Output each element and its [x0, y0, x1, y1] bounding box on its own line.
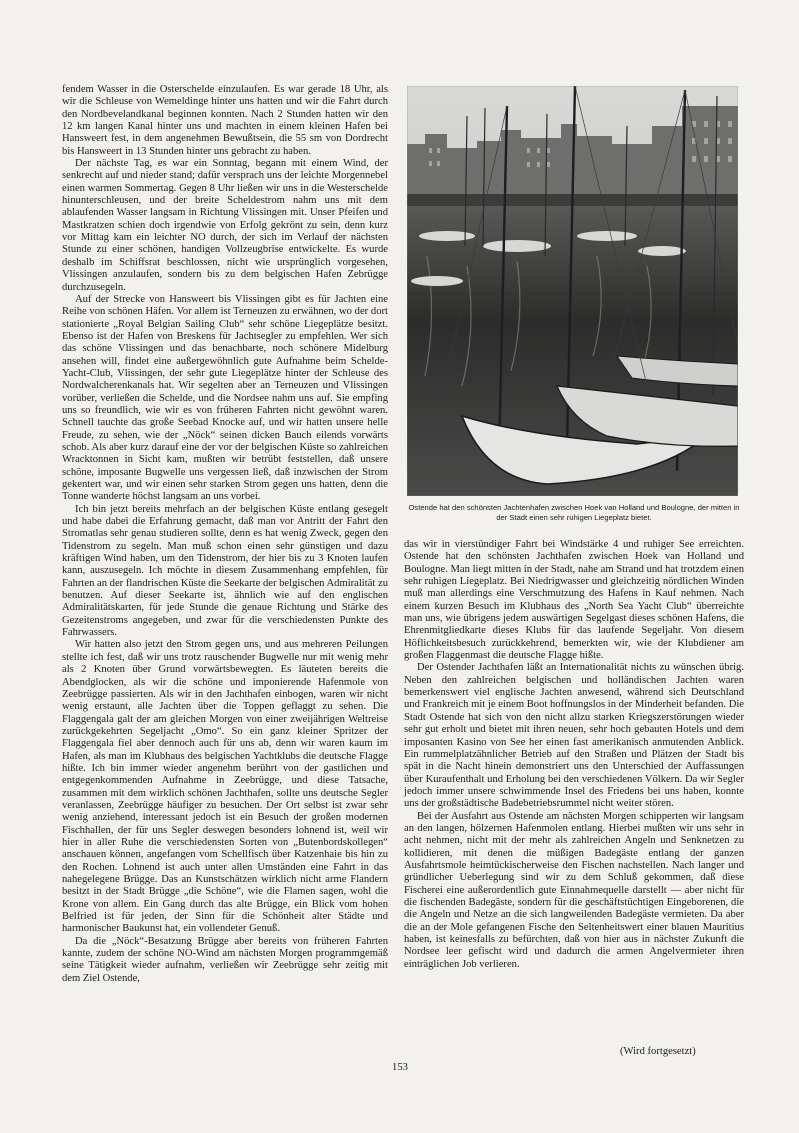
paragraph: Da die „Nöck“-Besatzung Brügge aber bereits von früheren Fahrten kannte, zudem der schöne NO-Wind am nächsten Morgen programmgemäß seine Tätigkeit wieder aufnahm, verließen wir Zeebrügge sehr zeitig mit dem Ziel Ostende, — [62, 935, 388, 984]
paragraph: Auf der Strecke von Hansweert bis Vlissingen gibt es für Jachten eine Reihe von schönen Häfen. Vor allem ist Terneuzen zu erwähnen, wo der dort stationierte „Royal Belgian Sailing Club“ sehr schöne Liegeplätze besitzt. Ebenso ist der Hafen von Breskens für Jachtsegler zu empfehlen. Wer sich das schöne Vlissingen und das benachbarte, noch schönere Midelburg ansehen will, findet eine außergewöhnlich gute Aufnahme beim Schelde-Yacht-Club, Vlissingen, der sehr gute Liegeplätze hinter der Schleuse des Nordwalcherenkanals hat. Wir segelten aber an Terneuzen und Vlissingen vorüber, verließen die Schelde, und die Nordsee nahm uns auf. Sie empfing uns so freundlich, wie wir es von früheren Fahrten nicht gewöhnt waren. Schnell tauchte das große Seebad Knocke auf, und wir hatten unsere helle Freude, zu sehen, wie der „Nöck“ seinen dicken Bauch eilends vorwärts schob. Als aber kurz darauf eine der vor der belgischen Küste so zahlreichen Wracktonnen in Sicht kam, mußten wir betrübt feststellen, daß unsere schöne, imposante Bugwelle uns vergessen ließ, daß inzwischen der Strom gekentert war, und wir einen sehr starken Strom gegen uns hatten, denn die Tonne wanderte höchst langsam an uns vorbei. — [62, 293, 388, 503]
page-number: 153 — [392, 1062, 408, 1073]
paragraph: das wir in vierstündiger Fahrt bei Windstärke 4 und ruhiger See erreichten. Ostende hat den schönsten Jachthafen zwischen Hoek van Holland und Boulogne. Man liegt mitten in der Stadt, nahe am Strand und hat trotzdem einen sehr ruhigen Liegeplatz. Bei Niedrigwasser und gleichzeitig nördlichen Winden muß man allerdings eine Verschmutzung des Hafens in Kauf nehmen. Nach einem kurzen Besuch im Klubhaus des „North Sea Yacht Club“ überreichte man uns, wie übrigens jedem auswärtigen Segelgast dieses schönen Hafens, die Ehrenmitgliedkarte dieses Klubs für das laufende Segeljahr. Von diesem Höflichkeitsbesuch zurückkehrend, bemerkten wir, wie der Klubdiener am großen Flaggenmast die deutsche Flagge hißte. — [404, 539, 744, 662]
left-text-column — [62, 84, 388, 985]
paragraph: Wir hatten also jetzt den Strom gegen uns, und aus mehreren Peilungen stellte ich fest, daß wir uns trotz rauschender Bugwelle nur mit wenig mehr als 2 Knoten über Grund vorwärtsbewegten. Es läuteten bereits die Abendglocken, als wir die schöne und imponierende Hafenmole von Zeebrügge passierten. Als wir in den Jachthafen einbogen, waren wir nicht wenig erstaunt, alle Jachten über die Toppen geflaggt zu sehen. Die Flaggengala galt der am gleichen Morgen von einer zweijährigen Weltreise zurückgekehrten Segeljacht „Omo“. So ein ganz kleiner Spritzer der Flaggengala fiel aber dennoch auch für uns ab, denn wir waren kaum im Hafen, als man im Klubhaus des belgischen Yachtklubs die deutsche Flagge hißte. Ich bin immer wieder angenehm berührt von der gastlichen und entgegenkommenden Aufnahme in Zeebrügge, und diese Tatsache, zusammen mit dem wirklich schönen Jachthafen, sollte uns deutsche Segler veranlassen, Zeebrügge häufiger zu besuchen. Der Ort selbst ist zwar sehr wenig anziehend, interessant jedoch ist ein Besuch der großen modernen Fischhallen, der für uns Segler deswegen besonders lohnend ist, weil wir hier in aller Ruhe die verschiedensten Sorten von „Butenbordskollegen“ anschauen können, angefangen vom Schellfisch über Katzenhaie bis hin zu den Rochen. Lohnend ist auch unter allen Umständen eine Fahrt in das nahegelegene Brügge. Das an Kunstschätzen wirklich nicht arme Flandern besitzt in der Stadt Brügge „die Schöne“, wie die Flamen sagen, wohl die Krone von allem. Ein Gang durch das alte Brügge, ein Blick vom hohen Belfried ist für jeden, der Sinn für die Schönheit alter Städte und harmonischer Baukunst hat, ein vollendeter Genuß. — [62, 639, 388, 935]
continued-note: (Wird fortgesetzt) — [620, 1046, 696, 1057]
harbor-photo — [407, 86, 738, 496]
paragraph: Der nächste Tag, es war ein Sonntag, begann mit einem Wind, der senkrecht auf und nieder stand; dafür versprach uns der leichte Morgennebel einen warmen Sommertag. Gegen 8 Uhr ließen wir uns in die Westerschelde hinunterschleusen, und der breite Scheldestrom nahm uns mit dem ablaufenden Wasser langsam in Richtung Vlissingen mit. Unser Pfeifen und Mastkratzen schien doch irgendwie von Erfolg gekrönt zu sein, denn kurz vor Mittag kam ein leichter NO durch, der sich im Verlauf der nächsten Stunde zu einer schönen, handigen Vollzeugbrise entwickelte. Es wurde deshalb im Schiffsrat beschlossen, nicht wie ursprünglich vorgesehen, Vlissingen anzulaufen, sondern bis zu dem belgischen Hafen Zebrügge durchzusegeln. — [62, 158, 388, 293]
harbor-photo-image — [407, 86, 738, 496]
paragraph: Ich bin jetzt bereits mehrfach an der belgischen Küste entlang gesegelt und habe dabei die Erfahrung gemacht, daß man vor Antritt der Fahrt den Stromatlas sehr genau studieren sollte, denn es hat wenig Zweck, gegen den Tidenstrom zu segeln. Man muß schon einen sehr günstigen und dazu kräftigen Wind haben, um den Tidenstrom, der hier bis zu 3 Knoten laufen kann, auszusegeln. Ich möchte in diesem Zusammenhang empfehlen, für Fahrten an der flandrischen Küste die Seekarte der belgischen Admiralität zu benutzen. Auf dieser Seekarte ist, ähnlich wie auf den englischen Admiralitätskarten, für jede Stunde die genaue Richtung und Stärke des Gezeitenstroms angegeben, und zwar für die verschiedensten Punkte des Fahrwassers. — [62, 503, 388, 639]
paragraph: fendem Wasser in die Osterschelde einzulaufen. Es war gerade 18 Uhr, als wir die Schleuse von Wemeldinge hinter uns hatten und wir die Fahrt durch den Nordbevelandkanal beginnen konnten. Nach 2 Stunden hatten wir den 12 km langen Kanal hinter uns und machten in einem kleinen Hafen bei Hansweert fest, in dem angenehmen Bewußtsein, die 55 sm von Dordrecht bis Hansweert in 13 Stunden hinter uns gebracht zu haben. — [62, 84, 388, 157]
photo-caption: Ostende hat den schönsten Jachtenhafen zwischen Hoek van Holland und Boulogne, der mitten in der Stadt einen sehr ruhigen Liegeplatz bietet. — [408, 503, 740, 522]
right-text-column — [404, 539, 744, 971]
paragraph: Bei der Ausfahrt aus Ostende am nächsten Morgen schipperten wir langsam an den langen, hölzernen Hafenmolen entlang. Hierbei mußten wir uns sehr in acht nehmen, nicht mit der mehr als zahlreichen Angeln und Senknetzen zu kollidieren, mit denen die müßigen Badegäste entlang der ganzen Ausfahrtsmole heimtückischerweise den Fischen nachstellen. Nach langer und gründlicher Ueberlegung sind wir zu dem Schluß gekommen, daß diese Fischerei eine außerordentlich gute Einnahmequelle darstellt — aber nicht für die fischenden Badegäste, sondern für die geschäftstüchtigen Eingeborenen, die die Angeln und Netze an die sich langweilenden Badegäste vermieten. Da aber die an der Mole gefangenen Fische den Seltenheitswert einer blauen Mauritius haben, ist keinesfalls zu befürchten, daß von hier aus in nächster Zukunft die Nordsee leer gefischt wird und dadurch die armen Angelvermieter ihren einträglichen Job verlieren. — [404, 810, 744, 970]
paragraph: Der Ostender Jachthafen läßt an Internationalität nichts zu wünschen übrig. Neben den zahlreichen belgischen und holländischen Jachten waren bemerkenswert viel englische Jachten anwesend, während sich Deutschland und Frankreich mit je einem Boot hoffnungslos in der Minderheit befanden. Die Stadt Ostende hat sich von den nicht allzu starken Kriegszerstörungen wieder sehr gut erholt und bietet mit ihren neuen, sehr hoch gebauten Hotels und dem imposanten Kasino von See her einen fast amerikanisch anmutenden Anblick. Ein rummelplatzähnlicher Betrieb auf den Straßen und Plätzen der Stadt bis spät in die Nacht hinein demonstriert uns den Unterschied der Auffassungen über Kuraufenthalt und Erholung bei den verschiedenen Völkern. Da wir Segler jedoch immer unsere schwimmende Insel des Friedens bei uns haben, konnte uns der großstädtische Badebetriebsrummel nicht weiter stören. — [404, 662, 744, 810]
